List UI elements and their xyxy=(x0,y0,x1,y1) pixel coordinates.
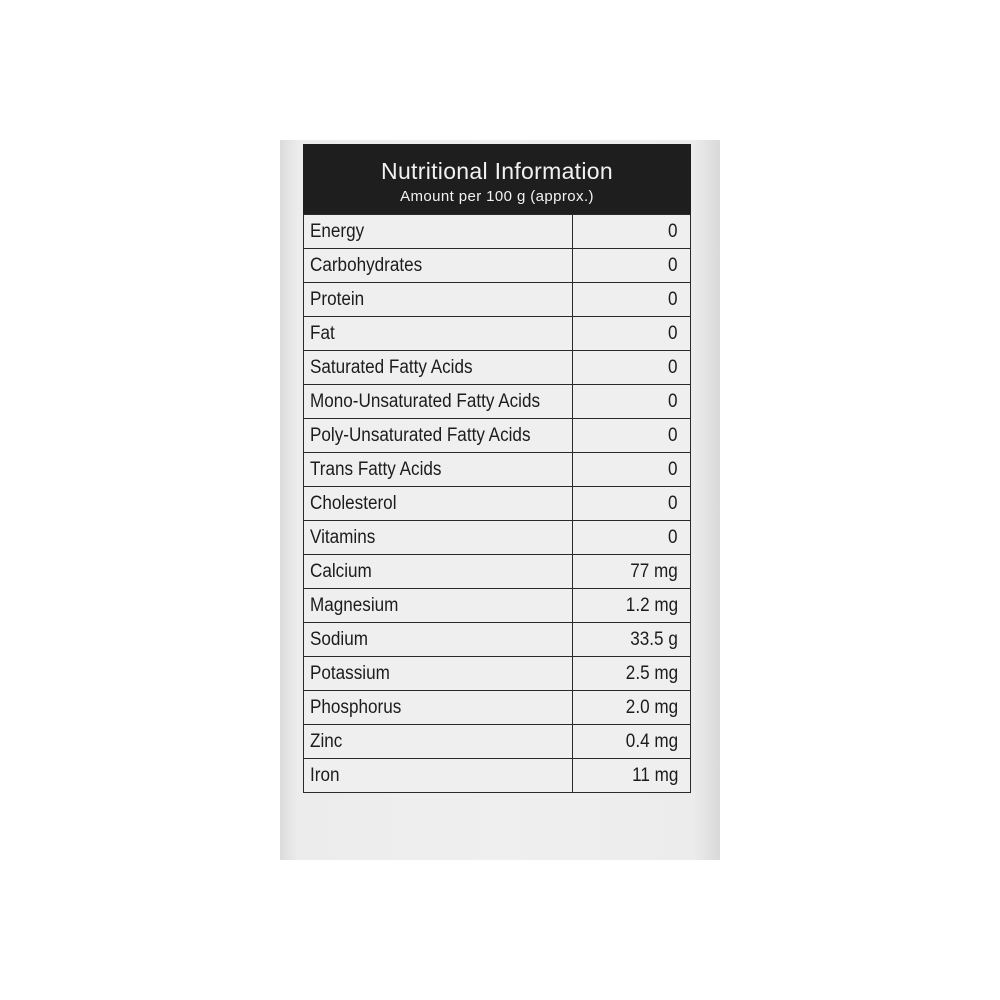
table-row xyxy=(304,385,691,419)
table-row xyxy=(304,725,691,759)
nutrient-name: Saturated Fatty Acids xyxy=(304,351,573,385)
nutrient-name: Zinc xyxy=(304,725,573,759)
nutrient-name: Fat xyxy=(304,317,573,351)
nutrient-value: 0 xyxy=(572,215,690,249)
nutrient-value: 2.0 mg xyxy=(572,691,690,725)
table-row xyxy=(304,453,691,487)
nutrient-value: 1.2 mg xyxy=(572,589,690,623)
table-row xyxy=(304,657,691,691)
nutrient-name: Protein xyxy=(304,283,573,317)
nutrient-name: Cholesterol xyxy=(304,487,573,521)
table-row xyxy=(304,487,691,521)
nutrient-name: Vitamins xyxy=(304,521,573,555)
nutrition-header xyxy=(303,144,691,214)
nutrient-value: 33.5 g xyxy=(572,623,690,657)
table-row xyxy=(304,351,691,385)
nutrient-value: 0 xyxy=(572,351,690,385)
nutrient-name: Poly-Unsaturated Fatty Acids xyxy=(304,419,573,453)
table-row xyxy=(304,589,691,623)
nutrient-name: Iron xyxy=(304,759,573,793)
nutrient-name: Magnesium xyxy=(304,589,573,623)
nutrient-value: 0 xyxy=(572,283,690,317)
table-row xyxy=(304,215,691,249)
table-row xyxy=(304,623,691,657)
nutrient-value: 2.5 mg xyxy=(572,657,690,691)
table-row xyxy=(304,249,691,283)
nutrient-value: 0 xyxy=(572,521,690,555)
nutrient-value: 0 xyxy=(572,487,690,521)
table-row xyxy=(304,317,691,351)
nutrition-title: Nutritional Information xyxy=(381,158,613,184)
nutrient-value: 0.4 mg xyxy=(572,725,690,759)
nutrient-value: 0 xyxy=(572,453,690,487)
nutrient-name: Carbohydrates xyxy=(304,249,573,283)
nutrient-name: Energy xyxy=(304,215,573,249)
nutrient-name: Mono-Unsaturated Fatty Acids xyxy=(304,385,573,419)
nutrient-value: 0 xyxy=(572,385,690,419)
nutrient-value: 0 xyxy=(572,317,690,351)
nutrition-subtitle: Amount per 100 g (approx.) xyxy=(400,188,594,205)
nutrient-name: Potassium xyxy=(304,657,573,691)
table-row xyxy=(304,419,691,453)
nutrition-label xyxy=(303,144,691,840)
nutrient-name: Phosphorus xyxy=(304,691,573,725)
nutrient-name: Trans Fatty Acids xyxy=(304,453,573,487)
table-row xyxy=(304,555,691,589)
nutrient-value: 11 mg xyxy=(572,759,690,793)
nutrient-value: 0 xyxy=(572,249,690,283)
table-row xyxy=(304,691,691,725)
nutrient-name: Sodium xyxy=(304,623,573,657)
nutrition-table-body xyxy=(304,215,691,793)
table-row xyxy=(304,759,691,793)
table-row xyxy=(304,283,691,317)
nutrient-value: 0 xyxy=(572,419,690,453)
table-row xyxy=(304,521,691,555)
nutrient-value: 77 mg xyxy=(572,555,690,589)
nutrient-name: Calcium xyxy=(304,555,573,589)
nutrition-table xyxy=(303,214,691,793)
